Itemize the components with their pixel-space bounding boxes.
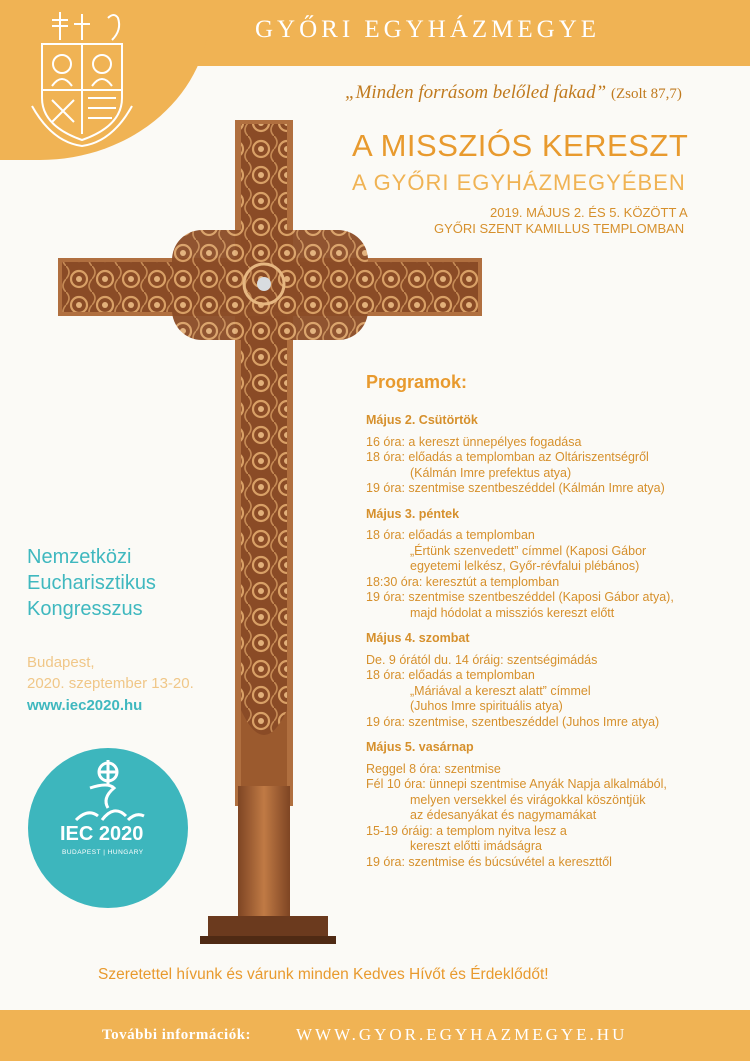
- congress-place: [27, 652, 194, 694]
- program-event-detail: „Értünk szenvedett” címmel (Kaposi Gábor: [410, 543, 647, 558]
- congress-city: Budapest,: [27, 654, 95, 671]
- program-event-main: 19 óra: szentmise szentbeszéddel (Kaposi Gábor atya),: [366, 590, 674, 604]
- program-event-main: 19 óra: szentmise és búcsúvétel a kereszttől: [366, 854, 612, 869]
- program-event: [366, 575, 736, 591]
- motto-reference: (Zsolt 87,7): [611, 86, 682, 102]
- congress-url-link[interactable]: www.iec2020.hu: [27, 697, 143, 714]
- program-event: [366, 450, 736, 481]
- program-event-main: 15-19 óráig: a templom nyitva lesz a: [366, 823, 567, 838]
- program-event-main: 16 óra: a kereszt ünnepélyes fogadása: [366, 434, 582, 449]
- program-day-label: Május 5. vasárnap: [366, 740, 474, 754]
- congress-line-2: Eucharisztikus: [27, 572, 156, 594]
- congress-title: [27, 544, 156, 622]
- program-day: [366, 631, 736, 730]
- congress-line-1: Nemzetközi: [27, 546, 132, 568]
- program-event-detail: (Juhos Imre spirituális atya): [410, 699, 563, 713]
- program-event-main: 18 óra: előadás a templomban: [366, 528, 535, 542]
- program-event: [366, 590, 736, 621]
- program-day: [366, 413, 736, 497]
- program-day: [366, 507, 736, 622]
- congress-line-3: Kongresszus: [27, 598, 143, 620]
- program-event: [366, 668, 736, 715]
- iec-logo-subtitle: BUDAPEST | HUNGARY: [62, 849, 144, 856]
- program-day: [366, 740, 736, 870]
- program-event: [366, 481, 736, 497]
- program-event-detail: majd hódolat a missziós kereszt előtt: [410, 605, 615, 620]
- motto-text: „Minden forrásom belőled fakad”: [345, 82, 607, 103]
- diocese-title: GYŐRI EGYHÁZMEGYE: [255, 16, 601, 43]
- program-event-main: De. 9 órától du. 14 óráig: szentségimádás: [366, 652, 598, 667]
- program-event-main: 19 óra: szentmise, szentbeszéddel (Juhos Imre atya): [366, 714, 660, 729]
- closing-invitation: Szeretettel hívunk és várunk minden Kedves Hívőt és Érdeklődőt!: [98, 966, 549, 983]
- program-day-label: Május 4. szombat: [366, 631, 470, 645]
- program-event: [366, 762, 736, 778]
- footer-url-link[interactable]: WWW.GYOR.EGYHAZMEGYE.HU: [296, 1025, 628, 1044]
- program-event-main: 19 óra: szentmise szentbeszéddel (Kálmán Imre atya): [366, 481, 665, 495]
- program-event-detail: kereszt előtti imádságra: [410, 839, 543, 853]
- program-event-detail: „Máriával a kereszt alatt” címmel: [410, 683, 591, 698]
- program-list: [366, 413, 736, 880]
- program-event: [366, 777, 736, 824]
- program-event: [366, 715, 736, 731]
- program-event-main: 18 óra: előadás a templomban: [366, 668, 535, 682]
- program-event: [366, 435, 736, 451]
- program-day-label: Május 2. Csütörtök: [366, 413, 478, 427]
- program-event-main: 18:30 óra: keresztút a templomban: [366, 574, 560, 589]
- program-event-detail: egyetemi lelkész, Győr-révfalui plébános): [410, 559, 640, 573]
- program-event-detail: (Kálmán Imre prefektus atya): [410, 465, 572, 480]
- program-event: [366, 824, 736, 855]
- program-event: [366, 528, 736, 575]
- iec-wave-icon: [68, 758, 148, 828]
- footer-label: További információk:: [102, 1027, 252, 1043]
- program-event-main: 18 óra: előadás a templomban az Oltáriszentségről: [366, 450, 649, 464]
- program-event-main: Reggel 8 óra: szentmise: [366, 761, 501, 776]
- iec-logo-text: IEC 2020: [60, 823, 144, 845]
- event-date: 2019. MÁJUS 2. ÉS 5. KÖZÖTT A: [490, 205, 688, 220]
- program-event-main: Fél 10 óra: ünnepi szentmise Anyák Napja alkalmából,: [366, 777, 667, 791]
- program-event-detail: az édesanyákat és nagymamákat: [410, 808, 597, 822]
- program-heading: Programok:: [366, 372, 468, 392]
- program-event-detail: melyen versekkel és virágokkal köszöntjük: [410, 792, 646, 807]
- motto: [345, 82, 682, 104]
- congress-dates: 2020. szeptember 13-20.: [27, 675, 194, 692]
- program-event: [366, 855, 736, 871]
- event-subtitle: A GYŐRI EGYHÁZMEGYÉBEN: [352, 170, 686, 195]
- program-event: [366, 653, 736, 669]
- program-day-label: Május 3. péntek: [366, 506, 460, 521]
- event-title: A MISSZIÓS KERESZT: [352, 128, 689, 163]
- event-venue: GYŐRI SZENT KAMILLUS TEMPLOMBAN: [434, 221, 685, 236]
